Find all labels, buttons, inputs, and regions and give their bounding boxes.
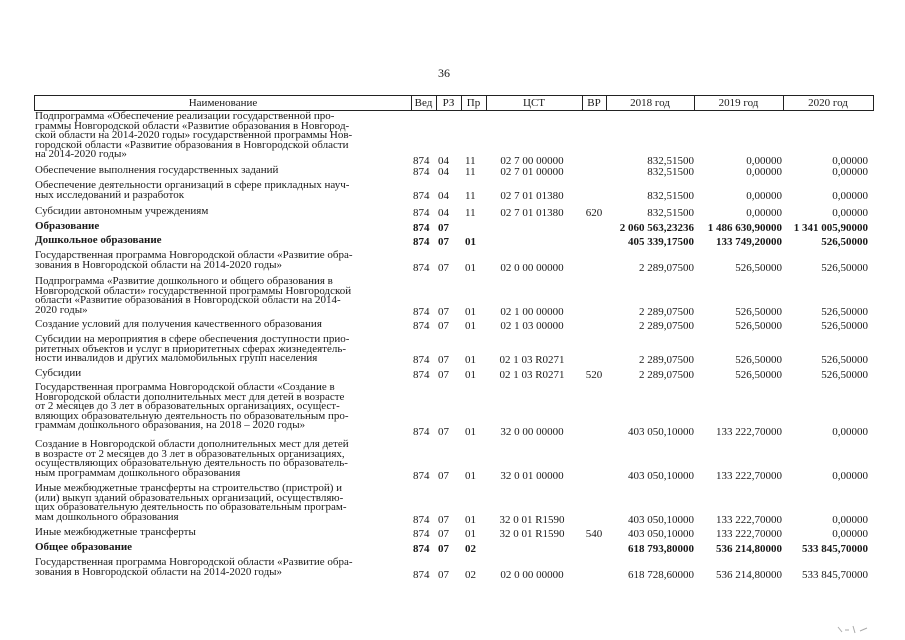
cell-2019: 526,50000 [735, 369, 782, 381]
cell-pr: 01 [465, 306, 476, 318]
cell-cst: 02 1 03 R0271 [499, 369, 565, 381]
cell-ved: 874 [413, 166, 430, 178]
row-name: Дошкольное образование [35, 234, 162, 246]
cell-rz: 07 [438, 470, 449, 482]
cell-rz: 07 [438, 543, 449, 555]
cell-2019: 0,00000 [746, 166, 782, 178]
cell-2018: 832,51500 [647, 166, 694, 178]
header-ved: Вед [414, 97, 433, 109]
cell-ved: 874 [413, 569, 430, 581]
row-name: Обеспечение деятельности организаций в сфере прикладных науч- ных исследований и разработок [35, 179, 350, 201]
header-rz: РЗ [442, 97, 455, 109]
cell-rz: 07 [438, 528, 449, 540]
cell-cst: 32 0 01 R1590 [499, 528, 565, 540]
cell-pr: 01 [465, 262, 476, 274]
cell-cst: 02 1 00 00000 [500, 306, 564, 318]
cell-rz: 07 [438, 306, 449, 318]
cell-2020: 526,50000 [821, 262, 868, 274]
cell-2019: 536 214,80000 [716, 543, 782, 555]
cell-pr: 02 [465, 543, 476, 555]
cell-2019: 133 749,20000 [716, 236, 782, 248]
cell-cst: 02 0 00 00000 [500, 569, 564, 581]
cell-pr: 11 [465, 155, 476, 167]
cell-2020: 0,00000 [832, 470, 868, 482]
cell-cst: 02 1 03 00000 [500, 320, 564, 332]
cell-2019: 526,50000 [735, 354, 782, 366]
row-name: Государственная программа Новгородской области «Создание в Новгородской области дополнительных мест для детей в возрасте от 2 месяцев до 3 лет в образовательных организациях, осущест- вляющих образовательную деятельность по образовательным про- граммам дошкольного образования, на 2018 – 2020 годы» [35, 381, 349, 431]
cell-2018: 2 289,07500 [639, 262, 694, 274]
cell-2020: 526,50000 [821, 354, 868, 366]
cell-2018: 2 060 563,23236 [619, 222, 694, 234]
cell-rz: 07 [438, 569, 449, 581]
cell-2019: 0,00000 [746, 190, 782, 202]
row-name: Иные межбюджетные трансферты на строительство (пристрой) и (или) выкуп зданий образовательных организаций, осуществляю- щих образовательную деятельность по образовательным програм- мам дошкольного образования [35, 482, 347, 523]
cell-2020: 533 845,70000 [802, 543, 868, 555]
row-name: Обеспечение выполнения государственных заданий [35, 164, 279, 176]
cell-ved: 874 [413, 306, 430, 318]
cell-pr: 01 [465, 236, 476, 248]
cell-2019: 1 486 630,90000 [707, 222, 782, 234]
cell-ved: 874 [413, 514, 430, 526]
cell-2019: 133 222,70000 [716, 470, 782, 482]
cell-rz: 07 [438, 354, 449, 366]
cell-2018: 2 289,07500 [639, 320, 694, 332]
row-name: Субсидии автономным учреждениям [35, 205, 209, 217]
cell-2019: 0,00000 [746, 155, 782, 167]
row-name: Государственная программа Новгородской области «Развитие обра- зования в Новгородской области на 2014-2020 годы» [35, 249, 353, 271]
cell-2018: 832,51500 [647, 207, 694, 219]
cell-2020: 526,50000 [821, 306, 868, 318]
cell-2018: 2 289,07500 [639, 354, 694, 366]
cell-2019: 526,50000 [735, 306, 782, 318]
row-name: Образование [35, 220, 100, 232]
cell-rz: 07 [438, 514, 449, 526]
header-2019: 2019 год [718, 97, 759, 109]
cell-pr: 01 [465, 369, 476, 381]
cell-rz: 07 [438, 236, 449, 248]
cell-2020: 0,00000 [832, 166, 868, 178]
cell-2018: 2 289,07500 [639, 306, 694, 318]
cell-2020: 1 341 005,90000 [793, 222, 868, 234]
header-pr: Пр [466, 97, 481, 109]
cell-ved: 874 [413, 320, 430, 332]
cell-rz: 07 [438, 369, 449, 381]
cell-2019: 133 222,70000 [716, 528, 782, 540]
cell-pr: 01 [465, 514, 476, 526]
row-name: Государственная программа Новгородской области «Развитие обра- зования в Новгородской области на 2014-2020 годы» [35, 556, 353, 578]
cell-2019: 526,50000 [735, 320, 782, 332]
cell-ved: 874 [413, 207, 430, 219]
row-name: Общее образование [35, 541, 133, 553]
cell-2018: 832,51500 [647, 155, 694, 167]
cell-2020: 526,50000 [821, 369, 868, 381]
cell-cst: 02 7 01 01380 [500, 207, 564, 219]
cell-ved: 874 [413, 426, 430, 438]
cell-2020: 0,00000 [832, 155, 868, 167]
cell-2018: 405 339,17500 [628, 236, 694, 248]
cell-2018: 832,51500 [647, 190, 694, 202]
cell-pr: 01 [465, 354, 476, 366]
cell-rz: 04 [438, 155, 449, 167]
scan-artifact-mark [836, 624, 870, 634]
cell-2019: 133 222,70000 [716, 514, 782, 526]
row-name: Создание в Новгородской области дополнительных мест для детей в возрасте от 2 месяцев до 3 лет в образовательных организациях, осуществляющих образовательную деятельность по образователь- ным программам дошкольного образования [35, 438, 349, 479]
row-name: Субсидии на мероприятия в сфере обеспечения доступности прио- ритетных объектов и услуг в приоритетных сферах жизнедеятель- ности инвалидов и других маломобильных групп населения [35, 333, 350, 364]
page-number: 36 [438, 66, 450, 80]
cell-2020: 0,00000 [832, 426, 868, 438]
cell-rz: 07 [438, 222, 449, 234]
cell-ved: 874 [413, 369, 430, 381]
cell-vr: 520 [585, 369, 603, 381]
cell-cst: 32 0 00 00000 [500, 426, 564, 438]
cell-rz: 07 [438, 320, 449, 332]
cell-cst: 02 7 01 00000 [500, 166, 564, 178]
cell-2019: 133 222,70000 [716, 426, 782, 438]
cell-pr: 01 [465, 320, 476, 332]
cell-2019: 0,00000 [746, 207, 782, 219]
cell-cst: 02 0 00 00000 [500, 262, 564, 274]
row-name: Иные межбюджетные трансферты [35, 526, 196, 538]
cell-2020: 0,00000 [832, 528, 868, 540]
cell-pr: 01 [465, 470, 476, 482]
cell-2020: 526,50000 [821, 320, 868, 332]
cell-2018: 403 050,10000 [628, 470, 694, 482]
header-name: Наименование [188, 97, 258, 109]
cell-rz: 07 [438, 426, 449, 438]
cell-pr: 11 [465, 166, 476, 178]
cell-ved: 874 [413, 190, 430, 202]
cell-2018: 2 289,07500 [639, 369, 694, 381]
cell-vr: 620 [585, 207, 603, 219]
cell-cst: 02 7 01 01380 [500, 190, 564, 202]
cell-pr: 01 [465, 528, 476, 540]
row-name: Подпрограмма «Обеспечение реализации государственной про- граммы Новгородской области «Развитие образования в Новгород- ской области на 2014-2020 годы» государственной программы Нов- городской области «Развитие образования в Новгородской области на 2014-2020 годы» [35, 110, 353, 160]
cell-2018: 403 050,10000 [628, 528, 694, 540]
cell-cst: 02 7 00 00000 [500, 155, 564, 167]
cell-cst: 32 0 01 R1590 [499, 514, 565, 526]
cell-2020: 526,50000 [821, 236, 868, 248]
cell-pr: 02 [465, 569, 476, 581]
row-name: Подпрограмма «Развитие дошкольного и общего образования в Новгородской области» государственной программы Новгородской области «Развитие образования в Новгородской области на 2014- 2020 годы» [35, 275, 352, 316]
cell-cst: 32 0 01 00000 [500, 470, 564, 482]
cell-2020: 0,00000 [832, 207, 868, 219]
cell-pr: 11 [465, 190, 476, 202]
cell-ved: 874 [413, 354, 430, 366]
cell-rz: 07 [438, 262, 449, 274]
cell-2020: 533 845,70000 [802, 569, 868, 581]
row-name: Субсидии [35, 367, 82, 379]
cell-2018: 618 793,80000 [628, 543, 694, 555]
cell-2018: 403 050,10000 [628, 514, 694, 526]
cell-2020: 0,00000 [832, 514, 868, 526]
header-2018: 2018 год [630, 97, 670, 109]
cell-ved: 874 [413, 236, 430, 248]
cell-ved: 874 [413, 470, 430, 482]
header-cst: ЦСТ [523, 97, 545, 109]
cell-2018: 403 050,10000 [628, 426, 694, 438]
cell-pr: 01 [465, 426, 476, 438]
cell-2020: 0,00000 [832, 190, 868, 202]
cell-vr: 540 [585, 528, 603, 540]
cell-rz: 04 [438, 166, 449, 178]
cell-2019: 526,50000 [735, 262, 782, 274]
cell-ved: 874 [413, 543, 430, 555]
header-vr: ВР [587, 97, 601, 109]
cell-rz: 04 [438, 207, 449, 219]
cell-cst: 02 1 03 R0271 [499, 354, 565, 366]
cell-2019: 536 214,80000 [716, 569, 782, 581]
cell-ved: 874 [413, 155, 430, 167]
cell-ved: 874 [413, 262, 430, 274]
cell-pr: 11 [465, 207, 476, 219]
row-name: Создание условий для получения качественного образования [35, 318, 322, 330]
cell-ved: 874 [413, 222, 430, 234]
cell-ved: 874 [413, 528, 430, 540]
cell-rz: 04 [438, 190, 449, 202]
cell-2018: 618 728,60000 [628, 569, 694, 581]
header-2020: 2020 год [808, 97, 848, 109]
